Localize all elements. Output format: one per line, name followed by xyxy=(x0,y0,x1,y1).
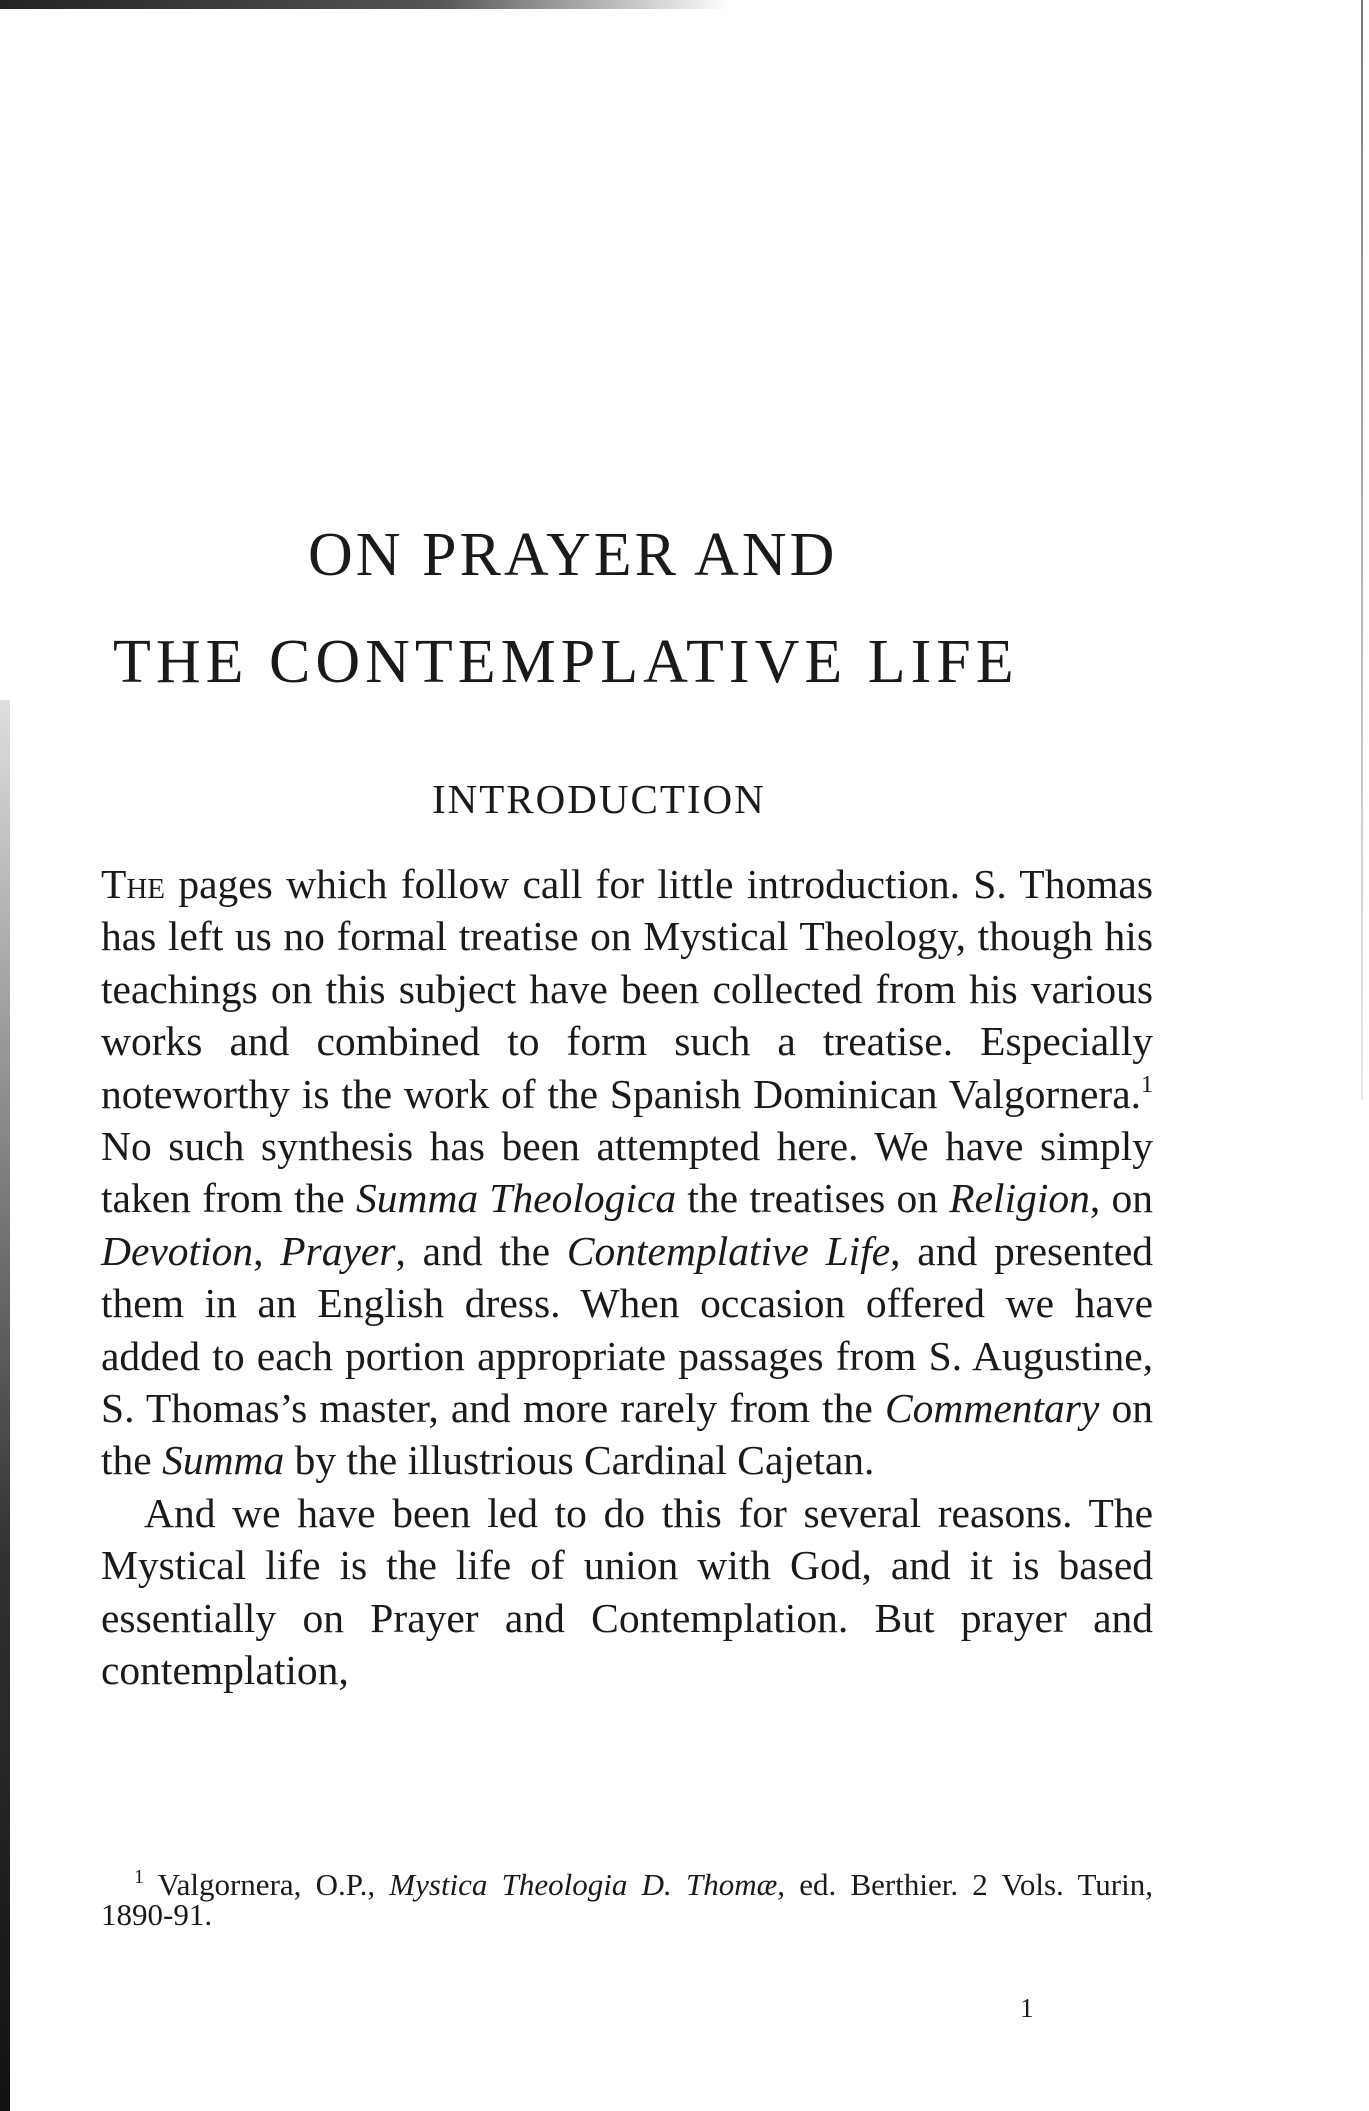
italic-summa: Summa xyxy=(162,1437,285,1484)
section-heading: INTRODUCTION xyxy=(432,776,766,822)
text-segment: , on xyxy=(1089,1175,1154,1222)
scan-edge-left xyxy=(0,700,10,2111)
body-text xyxy=(101,858,1153,1697)
footnote-text: , ed. Berthier. 2 Vols. Turin, 1890-91. xyxy=(101,1867,1153,1932)
italic-commentary: Commentary xyxy=(884,1385,1100,1432)
italic-religion: Religion xyxy=(949,1175,1090,1222)
footnote-italic-title: Mystica Theologia D. Thomæ xyxy=(389,1867,778,1902)
book-title-line-1: ON PRAYER AND xyxy=(308,521,838,589)
text-segment: pages which follow call for little introduction. S. Thomas has left us no formal treatise on Mystical Theology, though his teachings on this subject have been collected from his various works and combined to form such a treatise. Especially noteworthy is the work of the Spanish Dominican Valgornera. xyxy=(101,861,1153,1117)
text-segment: the treatises on xyxy=(676,1175,950,1222)
italic-prayer: Prayer xyxy=(280,1227,396,1274)
paragraph-1 xyxy=(101,858,1153,1487)
text-segment: , and the xyxy=(395,1227,567,1274)
text-segment: No such synthesis has been attempted here. We have simply taken from the xyxy=(101,1123,1153,1222)
italic-devotion: Devotion xyxy=(101,1227,254,1274)
footnote-1 xyxy=(101,1866,1153,1932)
italic-contemplative-life: Contemplative Life xyxy=(566,1227,891,1274)
text-segment: by the illustrious Cardinal Cajetan. xyxy=(284,1437,875,1484)
page-number: 1 xyxy=(1020,1993,1034,2023)
paragraph-1-segments xyxy=(101,861,1153,1483)
footnote xyxy=(101,1866,1153,1932)
book-title-line-2: THE CONTEMPLATIVE LIFE xyxy=(113,628,1019,696)
text-segment: , and presented them in an English dress. When occasion offered we have added to each portion appropriate passages from S. Augustine, S. Thomas’s master, and more rarely from the xyxy=(101,1227,1154,1432)
footnote-marker: 1 xyxy=(134,1866,144,1888)
footnote-reference: 1 xyxy=(1141,1071,1153,1098)
text-segment: , xyxy=(253,1227,281,1274)
text-segment: on the xyxy=(101,1385,1153,1484)
footnote-text: Valgornera, O.P., xyxy=(144,1867,390,1902)
italic-title-summa-theologica: Summa Theologica xyxy=(355,1175,677,1222)
text-segment: And we have been led to do this for several reasons. The Mystical life is the life of union with God, and it is based essentially on Prayer and Contemplation. But prayer and contemplation, xyxy=(101,1489,1153,1694)
scan-edge-top xyxy=(0,0,730,9)
paragraph-2 xyxy=(101,1487,1153,1697)
lead-small-caps: The xyxy=(101,861,166,907)
